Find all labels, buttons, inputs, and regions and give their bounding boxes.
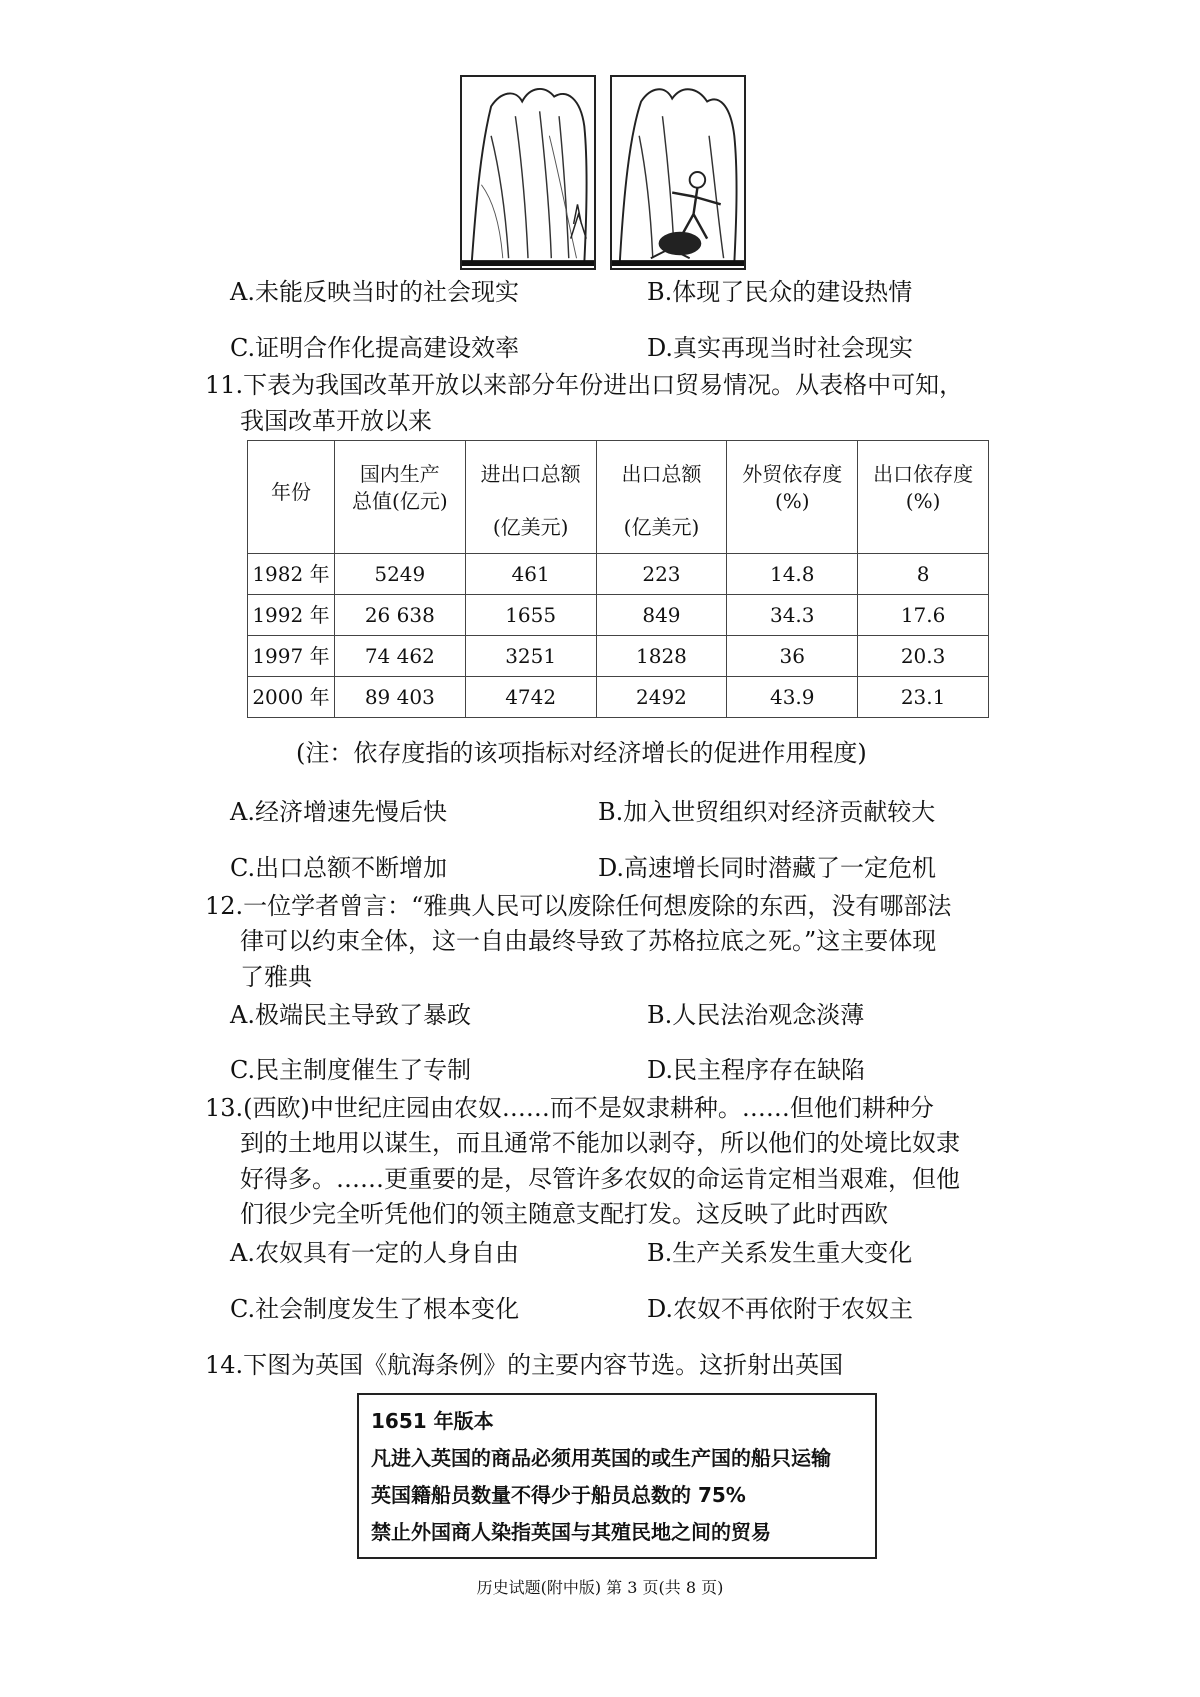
navigation-acts-item: 凡进入英国的商品必须用英国的或生产国的船只运输 [371,1446,831,1470]
q13-option-d: D.农奴不再依附于农奴主 [647,1295,914,1323]
cell-total-trade: 1655 [465,595,596,636]
cell-export-dependency: 17.6 [858,595,989,636]
q12-option-b: B.人民法治观念淡薄 [647,1001,865,1029]
cell-exports: 2492 [596,677,727,718]
q11-stem-line1: 11.下表为我国改革开放以来部分年份进出口贸易情况。从表格中可知， [205,371,964,399]
navigation-acts-item: 英国籍船员数量不得少于船员总数的 75% [371,1483,746,1507]
cell-exports: 1828 [596,636,727,677]
q10-option-c: C.证明合作化提高建设效率 [230,334,520,362]
cell-gdp: 26 638 [334,595,465,636]
q11-option-b: B.加入世贸组织对经济贡献较大 [598,798,936,826]
q10-option-a: A.未能反映当时的社会现实 [230,278,519,306]
q11-stem-line2: 我国改革开放以来 [240,407,432,435]
q12-option-d: D.民主程序存在缺陷 [647,1056,866,1084]
q13-option-c: C.社会制度发生了根本变化 [230,1295,520,1323]
cell-total-trade: 4742 [465,677,596,718]
q11-option-d: D.高速增长同时潜藏了一定危机 [598,854,937,882]
table-row [248,636,989,677]
page-footer: 历史试题(附中版) 第 3 页(共 8 页) [476,1578,724,1597]
cell-trade-dependency: 34.3 [727,595,858,636]
header-year: 年份 [248,441,335,554]
q13-stem-line4: 们很少完全听凭他们的领主随意支配打发。这反映了此时西欧 [240,1200,888,1228]
cell-export-dependency: 8 [858,554,989,595]
cell-gdp: 74 462 [334,636,465,677]
header-export-dependency: 出口依存度 (%) [858,441,989,554]
header-exports: 出口总额 (亿美元) [596,441,727,554]
navigation-acts-version: 1651 年版本 [371,1409,494,1433]
cell-trade-dependency: 36 [727,636,858,677]
cell-year: 2000 年 [248,677,335,718]
table-row [248,677,989,718]
table-header-row [248,441,989,554]
q11-note: (注：依存度指的该项指标对经济增长的促进作用程度) [296,739,867,767]
header-gdp: 国内生产总值(亿元) [334,441,465,554]
q13-option-a: A.农奴具有一定的人身自由 [230,1239,519,1267]
q11-option-a: A.经济增速先慢后快 [230,798,447,826]
q12-stem-line1: 12.一位学者曾言：“雅典人民可以废除任何想废除的东西，没有哪部法 [205,892,952,920]
cell-year: 1982 年 [248,554,335,595]
q10-option-d: D.真实再现当时社会现实 [647,334,914,362]
cell-gdp: 89 403 [334,677,465,718]
header-trade-dependency: 外贸依存度 (%) [727,441,858,554]
mountain-cartoon-icon [460,75,596,270]
q14-stem: 14.下图为英国《航海条例》的主要内容节选。这折射出英国 [205,1351,844,1379]
q13-stem-line1: 13.(西欧)中世纪庄园由农奴……而不是奴隶耕种。……但他们耕种分 [205,1094,934,1122]
table-row [248,554,989,595]
mountain-worker-cartoon-icon [610,75,746,270]
q12-stem-line2: 律可以约束全体，这一自由最终导致了苏格拉底之死。”这主要体现 [240,927,937,955]
cell-exports: 223 [596,554,727,595]
table-row [248,595,989,636]
cell-year: 1992 年 [248,595,335,636]
header-total-trade: 进出口总额 (亿美元) [465,441,596,554]
q12-option-c: C.民主制度催生了专制 [230,1056,472,1084]
q11-option-c: C.出口总额不断增加 [230,854,448,882]
q12-option-a: A.极端民主导致了暴政 [230,1001,471,1029]
cell-exports: 849 [596,595,727,636]
cell-export-dependency: 23.1 [858,677,989,718]
cell-year: 1997 年 [248,636,335,677]
trade-table [247,440,989,718]
navigation-acts-box [357,1393,877,1559]
cell-trade-dependency: 14.8 [727,554,858,595]
q13-stem-line3: 好得多。……更重要的是，尽管许多农奴的命运肯定相当艰难，但他 [240,1165,960,1193]
cell-trade-dependency: 43.9 [727,677,858,718]
q10-option-b: B.体现了民众的建设热情 [647,278,913,306]
cell-total-trade: 3251 [465,636,596,677]
q13-option-b: B.生产关系发生重大变化 [647,1239,913,1267]
navigation-acts-item: 禁止外国商人染指英国与其殖民地之间的贸易 [371,1520,771,1544]
q12-stem-line3: 了雅典 [240,963,312,991]
cell-gdp: 5249 [334,554,465,595]
q13-stem-line2: 到的土地用以谋生，而且通常不能加以剥夺，所以他们的处境比奴隶 [240,1129,960,1157]
cell-export-dependency: 20.3 [858,636,989,677]
cell-total-trade: 461 [465,554,596,595]
